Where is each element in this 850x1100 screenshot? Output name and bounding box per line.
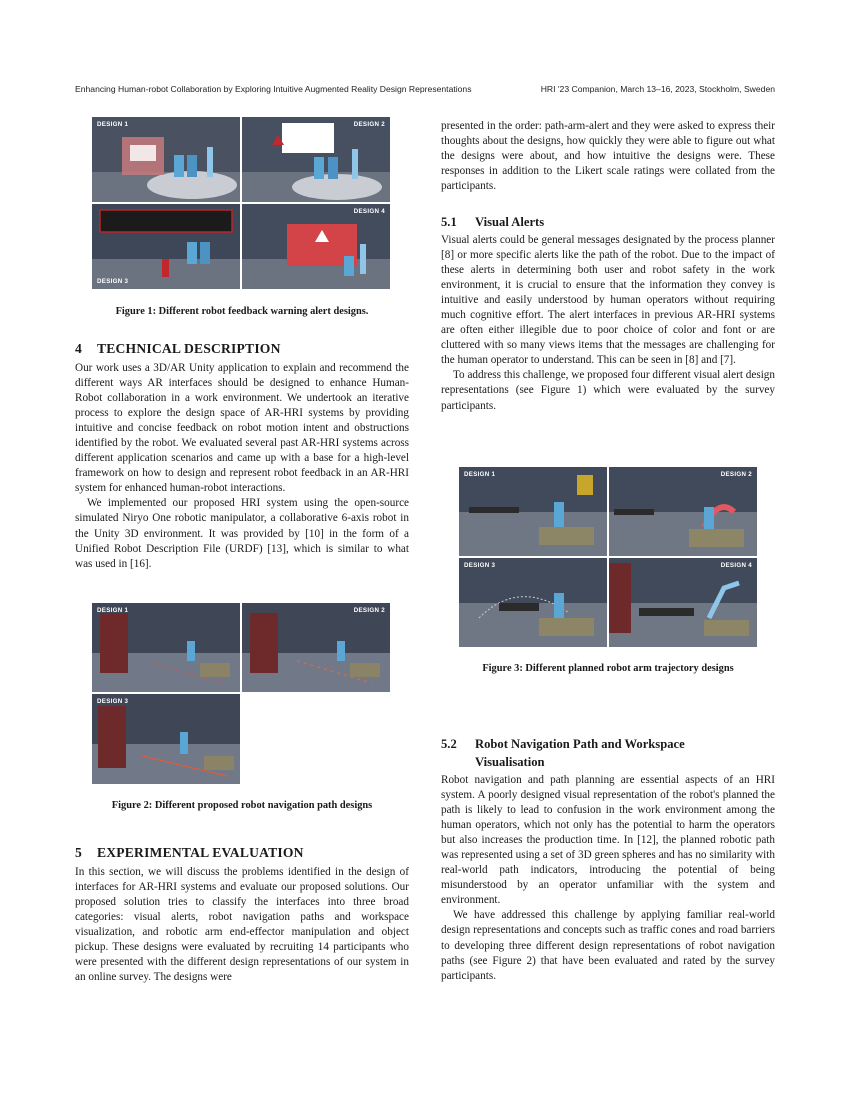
- figure-1-panel-3: [92, 204, 240, 289]
- section-5: [75, 845, 409, 985]
- section-5-2-heading: [441, 735, 775, 771]
- figure-3-grid: [459, 467, 757, 647]
- subsection-title-line-2: Visualisation: [475, 755, 545, 769]
- header-venue: HRI '23 Companion, March 13–16, 2023, Stockholm, Sweden: [540, 84, 775, 94]
- section-title: EXPERIMENTAL EVALUATION: [97, 845, 304, 860]
- section-5-paragraph-1: In this section, we will discuss the problems identified in the design of interfaces for AR-HRI systems and evaluate our proposed solutions. Our proposed solution tries to classify the interfaces into three broad categories: visual alerts, robot navigation paths and workspace visualization, and robotic arm end-effector manipulation and object pickup. These designs were evaluated by recruiting 14 participants who were presented with the different design representations of our system in an online survey. The designs were: [75, 866, 409, 984]
- figure-1-label-3: DESIGN 3: [97, 278, 129, 285]
- figure-1-label-1: DESIGN 1: [97, 121, 129, 128]
- section-5-paragraph-1-continued: presented in the order: path-arm-alert and they were asked to express their thoughts about the designs, how quickly they were able to figure out what the designs were about, and how intuitive the designs were. These responses in addition to the Likert scale ratings were collated from the participants.: [441, 120, 775, 193]
- figure-1-grid: [92, 117, 390, 289]
- scene-image: [92, 603, 240, 692]
- figure-3-panel-4: [609, 558, 757, 647]
- figure-2-caption: Figure 2: Different proposed robot navigation path designs: [111, 800, 373, 811]
- figure-3-label-4: DESIGN 4: [720, 562, 752, 569]
- section-5-1-heading: [441, 213, 775, 231]
- scene-image: [92, 694, 240, 784]
- figure-3-label-3: DESIGN 3: [464, 562, 496, 569]
- figure-1-caption-wrap: [75, 306, 409, 317]
- figure-2-grid: [92, 603, 390, 784]
- figure-3-panel-3: [459, 558, 607, 647]
- figure-3-panel-2: [609, 467, 757, 556]
- section-number: 5: [75, 845, 82, 860]
- scene-image: [459, 558, 607, 647]
- section-4-heading: [75, 341, 409, 357]
- section-title: TECHNICAL DESCRIPTION: [97, 341, 281, 356]
- scene-image: [242, 603, 390, 692]
- subsection-number: 5.1: [441, 215, 457, 229]
- scene-image: [609, 467, 757, 556]
- figure-2-label-1: DESIGN 1: [97, 607, 129, 614]
- scene-image: [609, 558, 757, 647]
- scene-image: [242, 117, 390, 202]
- figure-3-panel-1: [459, 467, 607, 556]
- section-5-1-paragraph-1: Visual alerts could be general messages designated by the process planner [8] or more specific alerts like the path of the robot. Due to the impact of these alerts in determining both user and robot safety in the work environment, it is crucial to ensure that the information they convey is intuitive and easily understood by human operators without requiring much cognitive effort. The alert interfaces in previous AR-HRI systems are often either illegible due to poor choice of color and font or are cluttered with so many views items that the messages are challenging for the human operator to understand. This can be seen in [8] and [7].: [441, 234, 775, 367]
- scene-image: [92, 204, 240, 289]
- figure-2-label-3: DESIGN 3: [97, 698, 129, 705]
- figure-3-label-2: DESIGN 2: [720, 471, 752, 478]
- figure-2-panel-2: [242, 603, 390, 692]
- section-5-continued: [441, 119, 775, 194]
- running-header: [75, 84, 775, 98]
- figure-3-label-1: DESIGN 1: [464, 471, 496, 478]
- figure-2-panel-3: [92, 694, 240, 784]
- scene-image: [459, 467, 607, 556]
- section-4-paragraph-2: We implemented our proposed HRI system using the open-source simulated Niryo One robotic manipulator, a collaborative 6-axis robot in the Unity 3D environment. It was provided by [10] in the form of a Unified Robot Description File (URDF) [13], which is similar to what was used in [16].: [75, 497, 409, 570]
- subsection-number: 5.2: [441, 737, 457, 751]
- section-5-2-paragraph-1: Robot navigation and path planning are essential aspects of an HRI system. A poorly designed visual representation of the robot's planned the path is likely to lead to confusion in the work environment among the human operators, which not only has the potential to harm the operators but also increases the production time. In [12], the planned robotic path was represented using a set of 3D green spheres and has no similarity with real-world path indicators, introducing the potential of being misunderstood by an operator unfamiliar with the system and environment.: [441, 774, 775, 907]
- figure-2-caption-wrap: [75, 800, 409, 811]
- scene-image: [92, 117, 240, 202]
- section-5-2-paragraph-2: We have addressed this challenge by applying familiar real-world design representations and concepts such as traffic cones and road barriers to developing three different design representations of robot navigation paths (see Figure 2) that have been evaluated and rated by the survey participants.: [441, 909, 775, 982]
- header-title: Enhancing Human-robot Collaboration by Exploring Intuitive Augmented Reality Design Representations: [75, 84, 472, 94]
- section-5-2: [441, 735, 775, 984]
- subsection-title-line-1: Robot Navigation Path and Workspace: [475, 737, 685, 751]
- figure-3-caption: Figure 3: Different planned robot arm trajectory designs: [482, 663, 734, 674]
- subsection-title: Visual Alerts: [475, 215, 545, 229]
- section-5-heading: [75, 845, 409, 861]
- section-number: 4: [75, 341, 82, 356]
- figure-1-label-2: DESIGN 2: [353, 121, 385, 128]
- scene-image: [242, 204, 390, 289]
- figure-1-panel-1: [92, 117, 240, 202]
- figure-3-caption-wrap: [441, 663, 775, 674]
- figure-2-label-2: DESIGN 2: [353, 607, 385, 614]
- section-5-1: [441, 213, 775, 414]
- figure-2-panel-1: [92, 603, 240, 692]
- figure-1-label-4: DESIGN 4: [353, 208, 385, 215]
- section-4-paragraph-1: Our work uses a 3D/AR Unity application to explain and recommend the different ways AR interfaces should be designed to enhance Human-Robot collaboration in a work environment. We undertook an iterative process to explore the design space of AR-HRI systems by providing intuitive and concise feedback on robot motion intent and obstructions identified by the robot. We evaluated several past AR-HRI systems across different application scenarios and came up with a base for a high-level framework on how to design and represent robot feedback in an AR-HRI system for enhanced human-robot interactions.: [75, 362, 409, 495]
- figure-1-panel-2: [242, 117, 390, 202]
- figure-1-panel-4: [242, 204, 390, 289]
- figure-1-caption: Figure 1: Different robot feedback warning alert designs.: [115, 306, 369, 317]
- section-5-1-paragraph-2: To address this challenge, we proposed four different visual alert design representations (see Figure 1) which were evaluated by the survey participants.: [441, 369, 775, 412]
- section-4: [75, 341, 409, 572]
